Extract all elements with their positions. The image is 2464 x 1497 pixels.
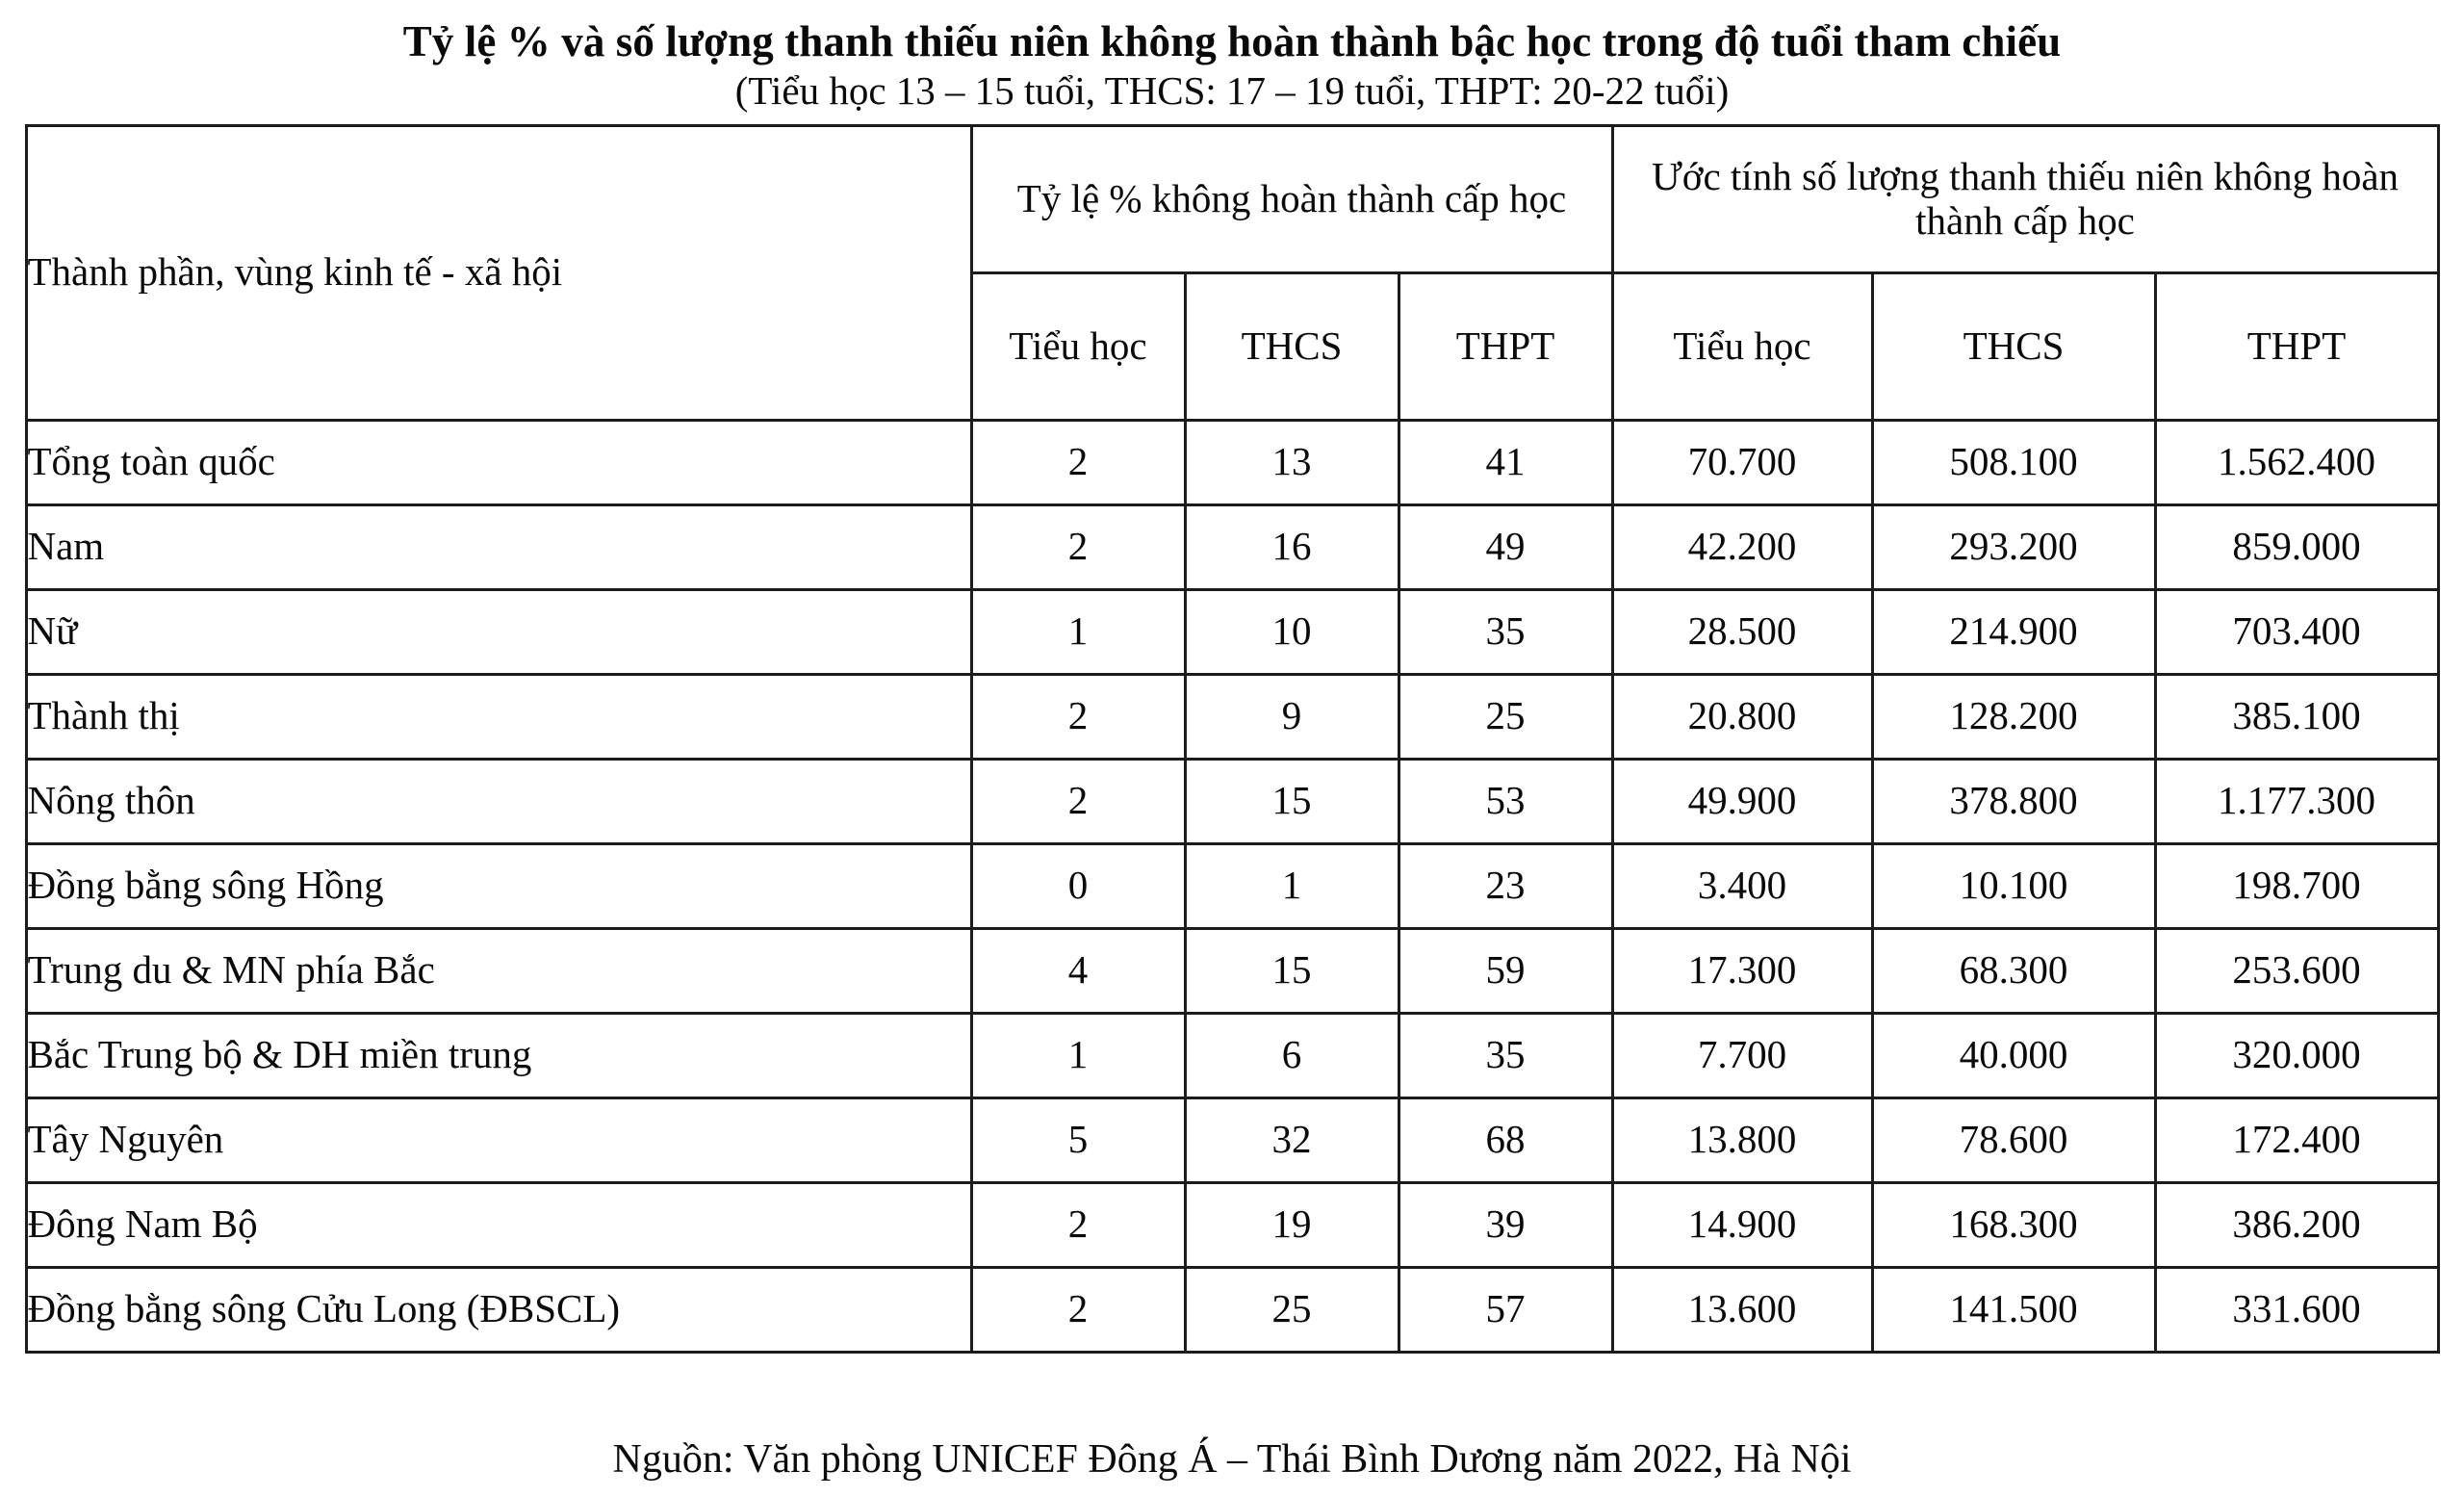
cell-count-tieuhoc: 49.900	[1612, 759, 1872, 843]
column-header-stub: Thành phần, vùng kinh tế - xã hội	[26, 125, 971, 420]
cell-count-thpt: 386.200	[2155, 1182, 2438, 1267]
cell-count-tieuhoc: 13.600	[1612, 1267, 1872, 1352]
cell-percent-thcs: 19	[1185, 1182, 1399, 1267]
cell-count-tieuhoc: 17.300	[1612, 928, 1872, 1013]
table-body	[26, 420, 2438, 1352]
cell-percent-tieuhoc: 2	[971, 1267, 1185, 1352]
page-subtitle: (Tiểu học 13 – 15 tuổi, THCS: 17 – 19 tuổi, THPT: 20-22 tuổi)	[734, 68, 1730, 114]
cell-percent-thpt: 53	[1399, 759, 1612, 843]
cell-percent-thpt: 57	[1399, 1267, 1612, 1352]
cell-percent-tieuhoc: 1	[971, 1013, 1185, 1097]
column-header-count-thcs: THCS	[1872, 272, 2155, 420]
column-group-header-percent: Tỷ lệ % không hoàn thành cấp học	[971, 125, 1612, 272]
cell-percent-thcs: 15	[1185, 928, 1399, 1013]
row-label: Tổng toàn quốc	[26, 420, 971, 504]
cell-percent-tieuhoc: 2	[971, 759, 1185, 843]
cell-count-tieuhoc: 42.200	[1612, 504, 1872, 589]
cell-count-tieuhoc: 13.800	[1612, 1097, 1872, 1182]
cell-count-thpt: 703.400	[2155, 589, 2438, 674]
row-label: Trung du & MN phía Bắc	[26, 928, 971, 1013]
statistics-table	[25, 124, 2440, 1354]
title-block	[25, 13, 2439, 124]
cell-count-thcs: 508.100	[1872, 420, 2155, 504]
cell-percent-tieuhoc: 2	[971, 1182, 1185, 1267]
cell-percent-thcs: 16	[1185, 504, 1399, 589]
cell-percent-thpt: 39	[1399, 1182, 1612, 1267]
column-group-header-count: Ước tính số lượng thanh thiếu niên không hoàn thành cấp học	[1612, 125, 2438, 272]
cell-count-tieuhoc: 14.900	[1612, 1182, 1872, 1267]
cell-count-thcs: 378.800	[1872, 759, 2155, 843]
cell-count-thpt: 331.600	[2155, 1267, 2438, 1352]
table-row	[26, 759, 2438, 843]
cell-percent-thcs: 10	[1185, 589, 1399, 674]
row-label: Nam	[26, 504, 971, 589]
cell-count-thcs: 141.500	[1872, 1267, 2155, 1352]
cell-count-tieuhoc: 7.700	[1612, 1013, 1872, 1097]
column-header-percent-tieuhoc: Tiểu học	[971, 272, 1185, 420]
cell-count-tieuhoc: 28.500	[1612, 589, 1872, 674]
cell-count-thcs: 168.300	[1872, 1182, 2155, 1267]
cell-count-thcs: 78.600	[1872, 1097, 2155, 1182]
cell-count-thcs: 68.300	[1872, 928, 2155, 1013]
cell-percent-thpt: 23	[1399, 843, 1612, 928]
table-row	[26, 1267, 2438, 1352]
row-label: Đồng bằng sông Cửu Long (ĐBSCL)	[26, 1267, 971, 1352]
cell-percent-tieuhoc: 1	[971, 589, 1185, 674]
cell-percent-tieuhoc: 2	[971, 674, 1185, 759]
cell-percent-thcs: 6	[1185, 1013, 1399, 1097]
table-row	[26, 928, 2438, 1013]
cell-percent-thcs: 1	[1185, 843, 1399, 928]
cell-count-thpt: 1.177.300	[2155, 759, 2438, 843]
table-row	[26, 674, 2438, 759]
cell-percent-thcs: 32	[1185, 1097, 1399, 1182]
cell-percent-tieuhoc: 2	[971, 504, 1185, 589]
header-row-groups	[26, 125, 2438, 272]
cell-count-tieuhoc: 70.700	[1612, 420, 1872, 504]
cell-percent-thcs: 13	[1185, 420, 1399, 504]
row-label: Bắc Trung bộ & DH miền trung	[26, 1013, 971, 1097]
cell-count-thcs: 128.200	[1872, 674, 2155, 759]
cell-percent-thpt: 35	[1399, 1013, 1612, 1097]
cell-count-thpt: 1.562.400	[2155, 420, 2438, 504]
cell-percent-thpt: 25	[1399, 674, 1612, 759]
cell-percent-thpt: 41	[1399, 420, 1612, 504]
cell-percent-thpt: 68	[1399, 1097, 1612, 1182]
row-label: Đông Nam Bộ	[26, 1182, 971, 1267]
cell-percent-thpt: 59	[1399, 928, 1612, 1013]
table-row	[26, 1097, 2438, 1182]
cell-percent-thpt: 35	[1399, 589, 1612, 674]
row-label: Tây Nguyên	[26, 1097, 971, 1182]
column-header-count-tieuhoc: Tiểu học	[1612, 272, 1872, 420]
row-label: Đồng bằng sông Hồng	[26, 843, 971, 928]
table-row	[26, 504, 2438, 589]
cell-percent-tieuhoc: 5	[971, 1097, 1185, 1182]
row-label: Thành thị	[26, 674, 971, 759]
cell-count-thpt: 385.100	[2155, 674, 2438, 759]
cell-count-tieuhoc: 20.800	[1612, 674, 1872, 759]
cell-percent-tieuhoc: 4	[971, 928, 1185, 1013]
cell-percent-tieuhoc: 2	[971, 420, 1185, 504]
row-label: Nông thôn	[26, 759, 971, 843]
cell-percent-thcs: 9	[1185, 674, 1399, 759]
source-note: Nguồn: Văn phòng UNICEF Đông Á – Thái Bình Dương năm 2022, Hà Nội	[612, 1436, 1852, 1482]
cell-percent-tieuhoc: 0	[971, 843, 1185, 928]
column-header-count-thpt: THPT	[2155, 272, 2438, 420]
cell-count-tieuhoc: 3.400	[1612, 843, 1872, 928]
cell-count-thpt: 859.000	[2155, 504, 2438, 589]
table-header	[26, 125, 2438, 420]
cell-count-thcs: 40.000	[1872, 1013, 2155, 1097]
cell-count-thcs: 293.200	[1872, 504, 2155, 589]
column-header-percent-thpt: THPT	[1399, 272, 1612, 420]
table-row	[26, 420, 2438, 504]
cell-count-thpt: 172.400	[2155, 1097, 2438, 1182]
cell-count-thpt: 253.600	[2155, 928, 2438, 1013]
cell-count-thcs: 10.100	[1872, 843, 2155, 928]
cell-percent-thcs: 15	[1185, 759, 1399, 843]
page-title: Tỷ lệ % và số lượng thanh thiếu niên không hoàn thành bậc học trong độ tuổi tham chiếu	[402, 17, 2062, 65]
cell-count-thpt: 198.700	[2155, 843, 2438, 928]
cell-count-thcs: 214.900	[1872, 589, 2155, 674]
cell-count-thpt: 320.000	[2155, 1013, 2438, 1097]
cell-percent-thcs: 25	[1185, 1267, 1399, 1352]
table-row	[26, 843, 2438, 928]
table-row	[26, 1182, 2438, 1267]
table-row	[26, 1013, 2438, 1097]
row-label: Nữ	[26, 589, 971, 674]
cell-percent-thpt: 49	[1399, 504, 1612, 589]
column-header-percent-thcs: THCS	[1185, 272, 1399, 420]
table-row	[26, 589, 2438, 674]
table-container	[25, 124, 2439, 1422]
